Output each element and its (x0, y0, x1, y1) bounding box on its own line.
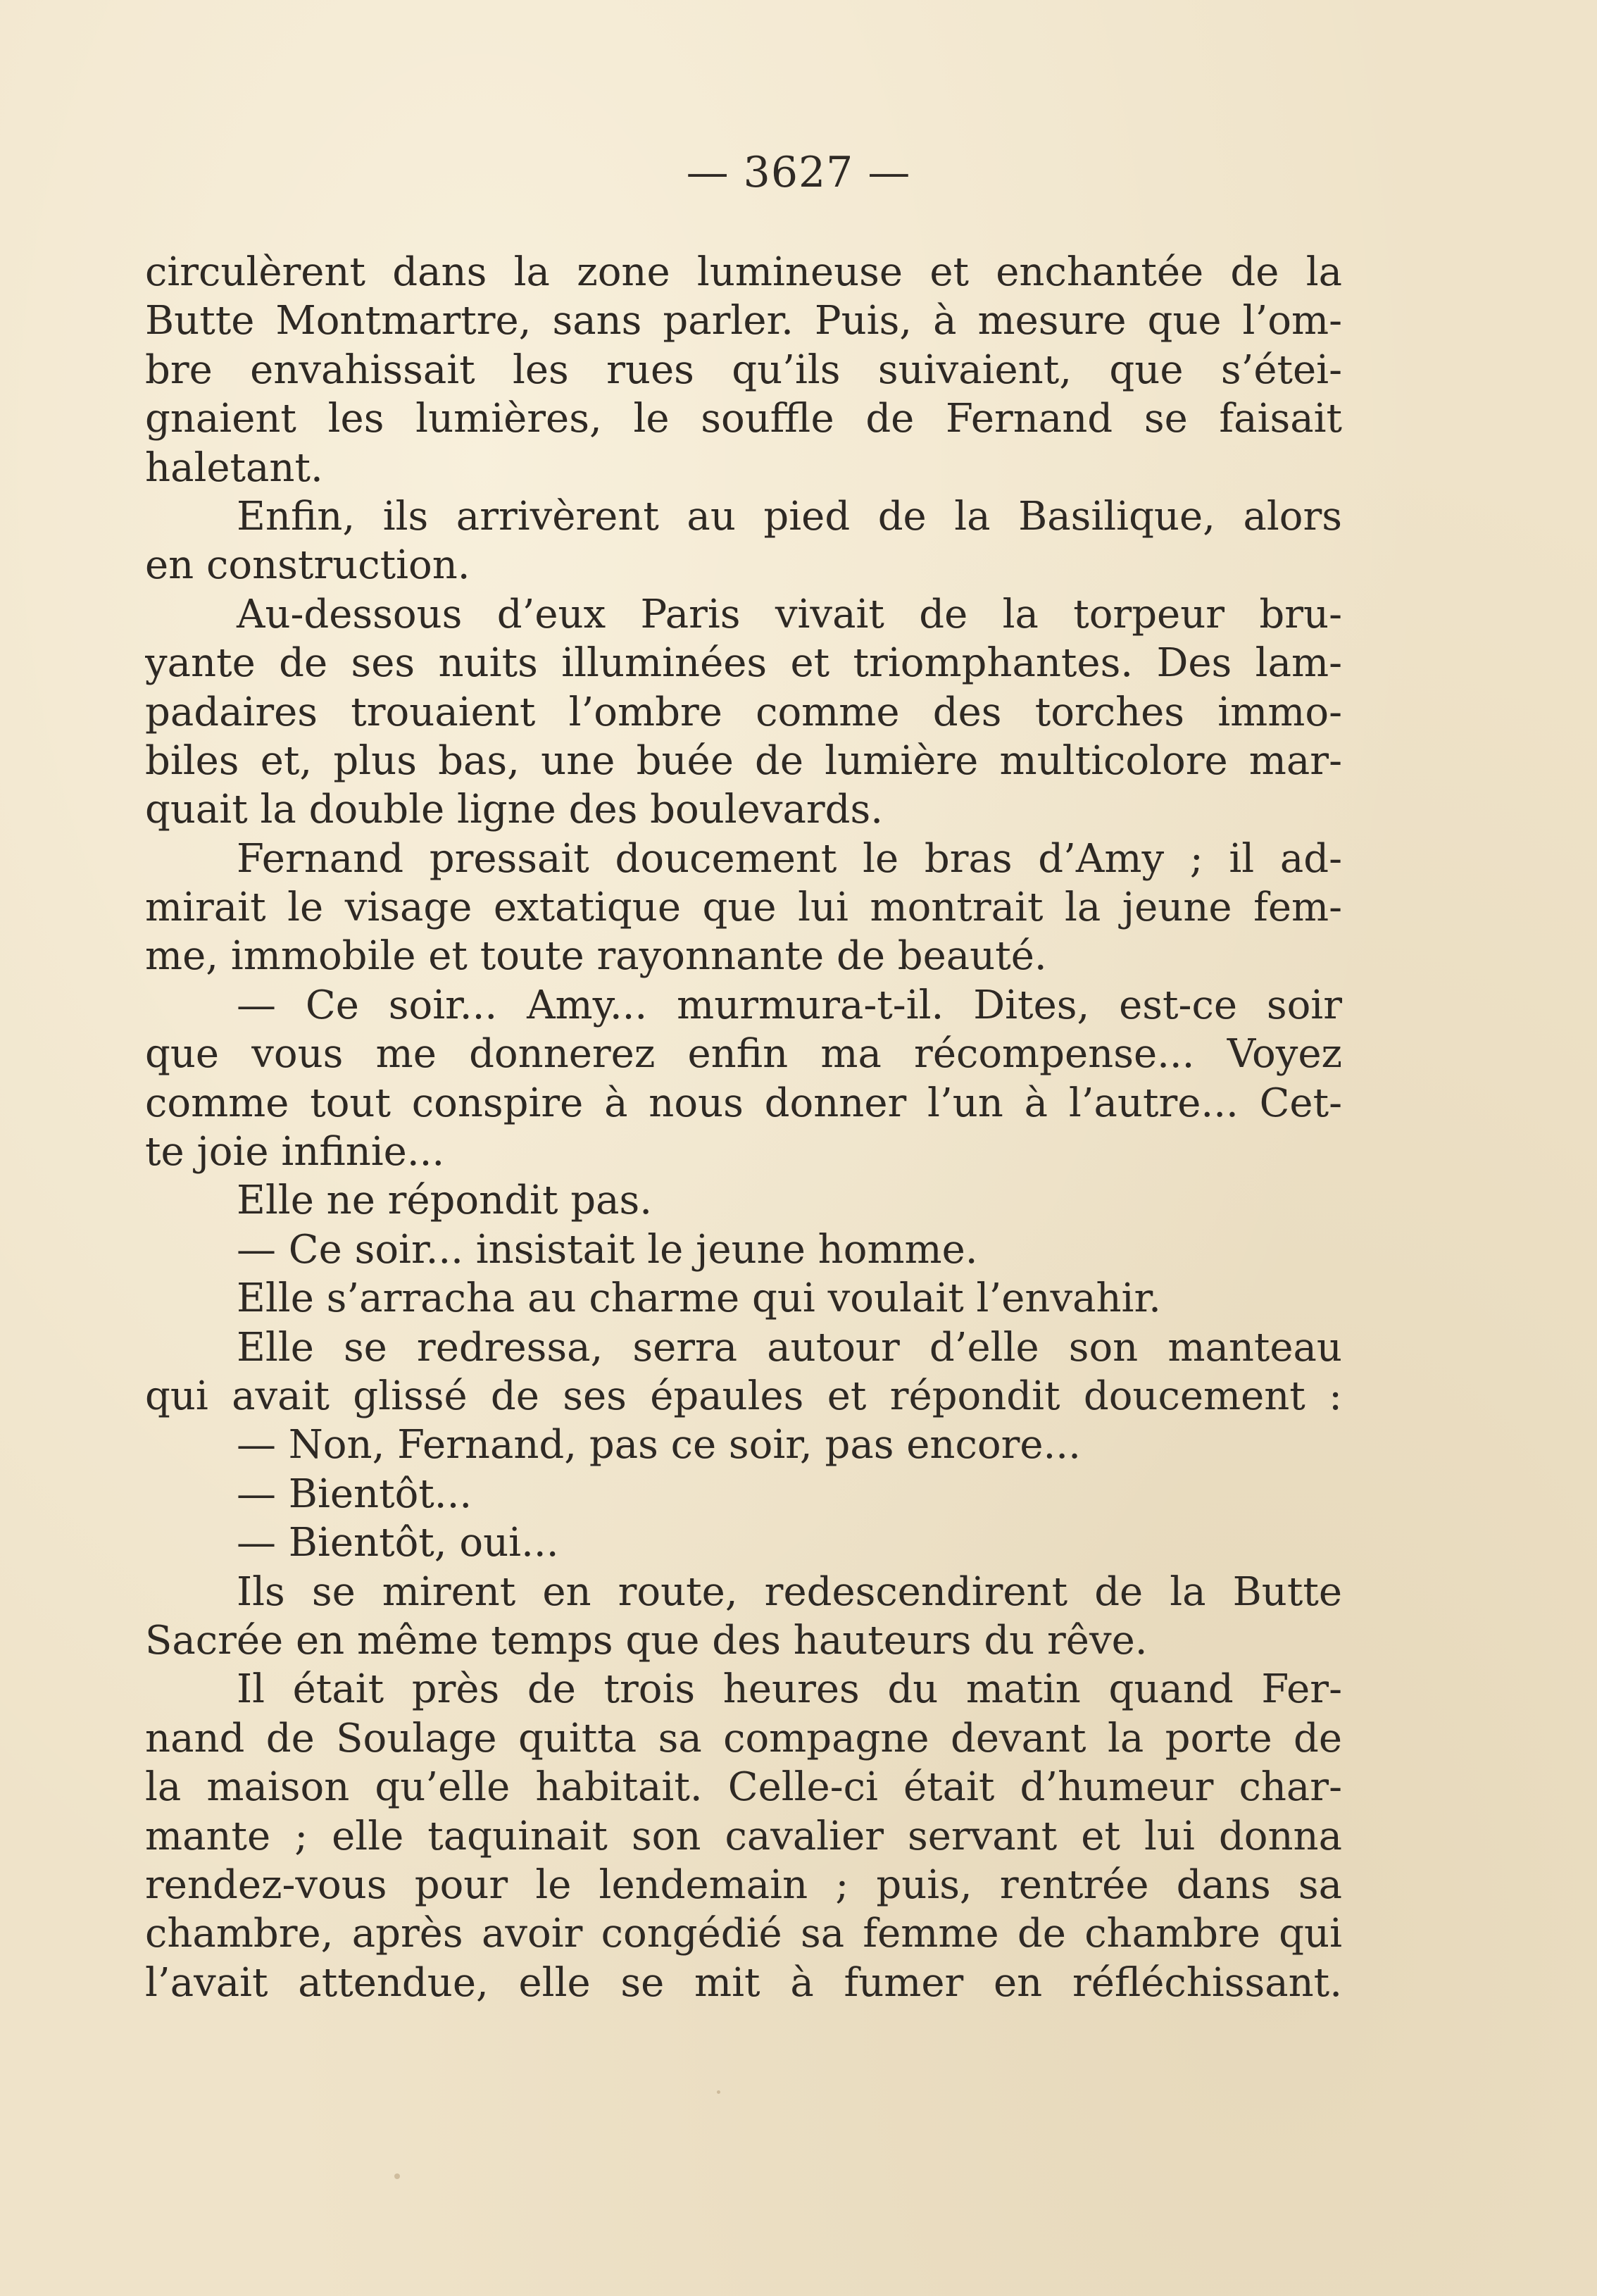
text-line: que vous me donnerez enfin ma récompense... Voyez (145, 1031, 1342, 1078)
text-line: Ils se mirent en route, redescendirent de la Butte (237, 1568, 1342, 1615)
text-line: — Non, Fernand, pas ce soir, pas encore... (237, 1422, 1081, 1468)
text-line: — Ce soir... insistait le jeune homme. (237, 1226, 978, 1273)
text-line: bre envahissait les rues qu’ils suivaient, que s’étei- (145, 347, 1342, 393)
paper-spot (394, 2173, 400, 2179)
text-line: te joie infinie... (145, 1129, 445, 1175)
text-line: circulèrent dans la zone lumineuse et enchantée de la (145, 249, 1342, 295)
page-number: — 3627 — (686, 148, 911, 197)
text-line: Sacrée en même temps que des hauteurs du rêve. (145, 1617, 1148, 1664)
text-line: mante ; elle taquinait son cavalier servant et lui donna (145, 1813, 1342, 1859)
text-line: yante de ses nuits illuminées et triomphantes. Des lam- (145, 640, 1342, 687)
text-line: Au-dessous d’eux Paris vivait de la torpeur bru- (237, 591, 1342, 637)
text-line: haletant. (145, 444, 323, 491)
text-line: padaires trouaient l’ombre comme des torches immo- (145, 689, 1342, 735)
text-line: la maison qu’elle habitait. Celle-ci était d’humeur char- (145, 1764, 1342, 1811)
text-line: quait la double ligne des boulevards. (145, 787, 884, 833)
text-line: rendez-vous pour le lendemain ; puis, rentrée dans sa (145, 1861, 1342, 1908)
text-line: Elle s’arracha au charme qui voulait l’envahir. (237, 1275, 1161, 1322)
text-line: — Bientôt, oui... (237, 1520, 559, 1566)
paper-spot (717, 2090, 720, 2094)
text-line: — Bientôt... (237, 1471, 472, 1517)
body-text (145, 248, 1342, 2007)
text-line: Elle se redressa, serra autour d’elle son manteau (237, 1324, 1342, 1371)
text-line: me, immobile et toute rayonnante de beauté. (145, 933, 1047, 980)
text-line: Elle ne répondit pas. (237, 1178, 653, 1224)
text-line: Il était près de trois heures du matin quand Fer- (237, 1666, 1342, 1713)
text-line: Fernand pressait doucement le bras d’Amy ; il ad- (237, 835, 1342, 882)
text-line: nand de Soulage quitta sa compagne devant la porte de (145, 1715, 1342, 1761)
text-line: qui avait glissé de ses épaules et répondit doucement : (145, 1373, 1342, 1419)
text-line: chambre, après avoir congédié sa femme de chambre qui (145, 1911, 1342, 1957)
text-line: en construction. (145, 542, 470, 589)
text-line: Enfin, ils arrivèrent au pied de la Basilique, alors (237, 493, 1342, 539)
text-line: l’avait attendue, elle se mit à fumer en réfléchissant. (145, 1959, 1342, 2006)
text-line: mirait le visage extatique que lui montrait la jeune fem- (145, 885, 1342, 931)
paper-spot (1324, 330, 1327, 332)
text-line: gnaient les lumières, le souffle de Fernand se faisait (145, 396, 1342, 442)
text-line: comme tout conspire à nous donner l’un à l’autre... Cet- (145, 1080, 1342, 1126)
text-line: Butte Montmartre, sans parler. Puis, à mesure que l’om- (145, 298, 1342, 344)
text-line: — Ce soir... Amy... murmura-t-il. Dites, est-ce soir (237, 982, 1342, 1028)
text-line: biles et, plus bas, une buée de lumière multicolore mar- (145, 737, 1342, 784)
